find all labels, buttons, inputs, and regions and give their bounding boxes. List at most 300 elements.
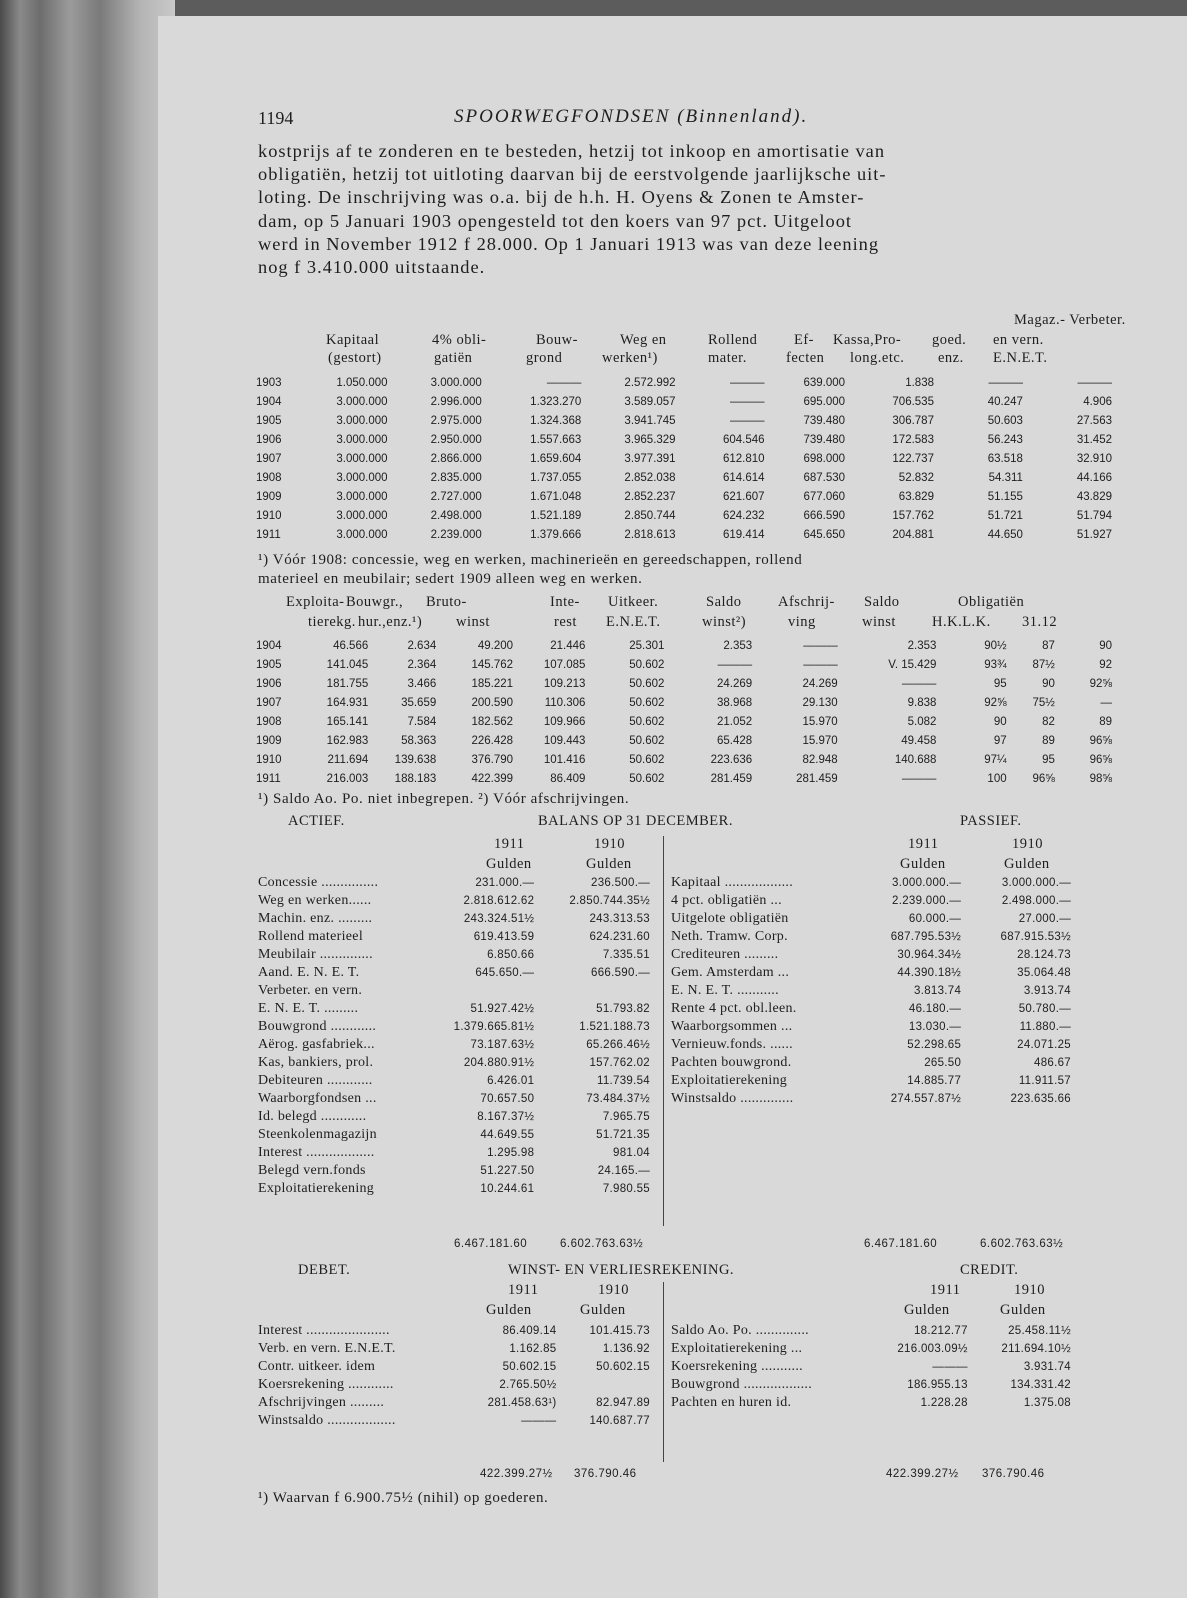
liabilities-total: 6.467.181.60 [864,1238,938,1250]
value-cell: 63.518 [987,452,1023,465]
ledger-amount: 645.650.— [475,967,535,979]
ledger-row [671,1054,1071,1072]
ledger-label: E. N. E. T. ......... [258,1001,359,1016]
value-cell: 687.530 [803,471,846,484]
value-cell: 110.306 [544,696,586,709]
table-row [254,525,1114,544]
value-cell: 1.050.000 [336,376,388,389]
year-label: 1911 [908,836,939,852]
value-cell: ——— [730,376,765,389]
column-header: winst [862,614,896,630]
value-cell: 95 [1042,753,1055,766]
assets-table [258,874,650,1198]
page-number: 1194 [258,108,294,128]
ledger-amount: 486.67 [1034,1057,1071,1069]
table-row [254,693,1114,712]
year-cell: 1909 [256,490,282,503]
debit-total: 376.790.46 [574,1468,637,1480]
balance-title: BALANS OP 31 DECEMBER. [538,813,733,829]
value-cell: 65.428 [716,734,753,747]
table-row [254,487,1114,506]
value-cell: 2.818.613 [624,528,676,541]
ledger-amount: 7.980.55 [602,1183,650,1195]
ledger-label: 4 pct. obligatiën ... [671,893,782,908]
capital-table [254,373,1114,544]
ledger-label: Pachten en huren id. [671,1395,792,1410]
ledger-label: Exploitatierekening ... [671,1341,803,1356]
value-cell: 50.602 [629,677,665,690]
value-cell: 2.634 [407,639,437,652]
year-label: 1911 [930,1282,961,1298]
ledger-row [258,1358,650,1376]
table-row [254,411,1114,430]
column-header: 4% obli- [432,332,487,348]
ledger-row [258,982,650,1000]
table-row [254,750,1114,769]
ledger-amount: 51.927.42½ [470,1003,535,1015]
column-header: hur.,enz.¹) [358,614,423,630]
value-cell: 58.363 [401,734,437,747]
value-cell: 1.324.368 [530,414,582,427]
ledger-amount [534,982,650,1000]
ledger-amount: 52.298.65 [907,1039,962,1051]
paragraph-line: nog f 3.410.000 uitstaande. [258,257,486,278]
value-cell: 107.085 [543,658,586,671]
table-row [254,430,1114,449]
value-cell: 2.850.744 [624,509,676,522]
year-cell: 1909 [256,734,282,747]
ledger-row [258,1162,650,1180]
value-cell: 31.452 [1076,433,1112,446]
unit-label: Gulden [580,1302,626,1318]
column-header: Bruto- [426,594,467,610]
column-header: Kassa,Pro- [833,332,902,348]
assets-total: 6.602.763.63½ [560,1238,644,1250]
value-cell: 15.970 [802,715,838,728]
ledger-amount: 7.965.75 [602,1111,650,1123]
value-cell: 1.671.048 [530,490,582,503]
value-cell: 3.000.000 [430,376,482,389]
value-cell: 92⅝ [984,696,1007,709]
ledger-amount: 11.880.— [1019,1021,1071,1033]
ledger-row [258,1108,650,1126]
value-cell: 90 [1042,677,1055,690]
ledger-amount: 231.000.— [475,877,535,889]
column-header: fecten [786,350,825,366]
value-cell: 56.243 [987,433,1023,446]
column-header: Exploita- [286,594,345,610]
value-cell: 51.794 [1076,509,1112,522]
ledger-label: Aand. E. N. E. T. [258,965,360,980]
ledger-row [258,964,650,982]
column-header: werken¹) [602,350,658,366]
column-header: gatiën [434,350,473,366]
exploitation-table [254,636,1114,788]
value-cell: 3.000.000 [336,509,388,522]
value-cell: 90½ [984,639,1007,652]
value-cell: 54.311 [988,471,1023,484]
ledger-amount: ——— [932,1361,968,1373]
ledger-amount: 140.687.77 [589,1415,650,1427]
ledger-amount: 274.557.87½ [890,1093,962,1105]
value-cell: 51.927 [1076,528,1112,541]
value-cell: 3.000.000 [336,414,388,427]
column-header: Kapitaal [326,332,380,348]
table-row [254,392,1114,411]
ledger-row [258,1322,650,1340]
ledger-row [258,1090,650,1108]
ledger-amount: 60.000.— [908,913,962,925]
value-cell: 645.650 [803,528,846,541]
ledger-label: Machin. enz. ......... [258,911,373,926]
value-cell: 2.239.000 [430,528,482,541]
ledger-amount: 8.167.37½ [477,1111,535,1123]
ledger-row [671,946,1071,964]
value-cell: 2.727.000 [430,490,482,503]
column-header: Bouw- [536,332,578,348]
value-cell: 87 [1042,639,1055,652]
value-cell: 32.910 [1076,452,1112,465]
paragraph-line: dam, op 5 Januari 1903 opengesteld tot den koers van 97 pct. Uitgeloot [258,210,853,231]
ledger-amount: 25.458.11½ [1008,1325,1071,1337]
year-label: 1910 [1012,836,1043,852]
value-cell: 181.755 [326,677,369,690]
value-cell: 2.852.038 [624,471,676,484]
value-cell: 162.983 [326,734,369,747]
ledger-label: Kapitaal .................. [671,875,794,890]
ledger-amount: 101.415.73 [589,1325,650,1337]
ledger-amount: 35.064.48 [1017,967,1071,979]
value-cell: 40.247 [987,395,1023,408]
ledger-label: Afschrijvingen ......... [258,1395,385,1410]
ledger-amount: 6.426.01 [487,1075,535,1087]
ledger-amount: 204.880.91½ [463,1057,535,1069]
value-cell: 3.589.057 [624,395,676,408]
ledger-row [671,964,1071,982]
ledger-amount: 216.003.09½ [897,1343,968,1355]
value-cell: ——— [901,677,937,690]
ledger-label: Interest ...................... [258,1323,390,1338]
unit-label: Gulden [486,856,532,872]
book-page [158,16,1187,1598]
year-cell: 1908 [256,715,282,728]
ledger-label: Bouwgrond .................. [671,1377,813,1392]
value-cell: 1.737.055 [530,471,582,484]
year-cell: 1908 [256,471,282,484]
value-cell: 204.881 [892,528,934,541]
value-cell: 50.602 [629,658,665,671]
unit-label: Gulden [1000,1302,1046,1318]
value-cell: 50.602 [629,772,665,785]
value-cell: 122.737 [892,452,934,465]
value-cell: 29.130 [802,696,838,709]
paragraph-line: kostprijs af te zonderen en te besteden, hetzij tot inkoop en amortisatie van [258,141,886,161]
ledger-amount: 2.239.000.— [892,895,962,907]
ledger-amount: 981.04 [613,1147,650,1159]
value-cell: 216.003 [326,772,369,785]
year-cell: 1907 [256,696,282,709]
ledger-amount: 11.739.54 [596,1075,650,1087]
ledger-amount: 157.762.02 [589,1057,650,1069]
ledger-amount: 51.793.82 [596,1003,650,1015]
table-row [254,712,1114,731]
value-cell: 95 [993,677,1007,690]
ledger-amount: 51.227.50 [480,1165,535,1177]
ledger-amount: 243.313.53 [589,913,650,925]
ledger-label: Id. belegd ............ [258,1109,367,1124]
column-header: Obligatiën [958,594,1025,610]
value-cell: ——— [730,414,765,427]
ledger-row [671,874,1071,892]
ledger-amount: 65.266.46½ [586,1039,650,1051]
ledger-row [258,892,650,910]
ledger-label: Waarborgfondsen ... [258,1091,377,1106]
value-cell: 1.659.604 [530,452,582,465]
value-cell: 706.535 [892,395,934,408]
value-cell: 2.950.000 [430,433,482,446]
value-cell: 50.602 [629,734,665,747]
value-cell: 639.000 [803,376,846,389]
ledger-amount: 24.165.— [597,1165,650,1177]
ledger-label: Rente 4 pct. obl.leen. [671,1001,797,1016]
ledger-amount: 1.228.28 [920,1397,968,1409]
value-cell: 223.636 [710,753,753,766]
year-cell: 1911 [256,772,281,785]
ledger-label: Meubilair .............. [258,947,373,962]
column-header: winst²) [702,614,747,630]
value-cell: 2.866.000 [430,452,482,465]
value-cell: 3.000.000 [336,395,388,408]
value-cell: 4.906 [1083,395,1112,408]
ledger-row [258,1376,650,1394]
ledger-label: Debiteuren ............ [258,1073,373,1088]
column-header: en vern. [993,332,1044,348]
ledger-amount: 3.813.74 [914,985,962,997]
ledger-row [671,910,1071,928]
ledger-amount: 50.602.15 [596,1361,650,1373]
value-cell: 3.965.329 [624,433,676,446]
debit-total: 422.399.27½ [480,1468,553,1480]
credit-total: 422.399.27½ [886,1468,959,1480]
ledger-label: Vernieuw.fonds. ...... [671,1037,793,1052]
value-cell: 281.459 [710,772,753,785]
column-header: Ef- [794,332,815,348]
value-cell: 87½ [1032,658,1055,671]
ledger-label: Aërog. gasfabriek... [258,1037,375,1052]
ledger-row [671,1340,1071,1358]
value-cell: 619.414 [722,528,765,541]
column-header: tierekg. [308,614,356,630]
ledger-amount: 2.498.000.— [1001,895,1071,907]
value-cell: 51.721 [987,509,1023,522]
value-cell: 50.602 [629,715,665,728]
ledger-label: Winstsaldo .............. [671,1091,794,1106]
value-cell: 621.607 [722,490,765,503]
ledger-amount: 2.850.744.35½ [569,895,650,907]
column-divider [663,1282,664,1462]
ledger-label: Verbeter. en vern. [258,983,363,998]
value-cell: 1.838 [905,376,934,389]
unit-label: Gulden [586,856,632,872]
value-cell: 188.183 [394,772,437,785]
ledger-label: Concessie ............... [258,875,379,890]
ledger-row [258,1054,650,1072]
value-cell: 2.572.992 [624,376,676,389]
ledger-row [258,1126,650,1144]
column-header: E.N.E.T. [993,350,1048,366]
value-cell: 604.546 [722,433,765,446]
ledger-row [671,892,1071,910]
value-cell: 24.269 [716,677,753,690]
value-cell: 376.790 [471,753,514,766]
value-cell: 96⅝ [1032,772,1055,785]
column-header: Afschrij- [778,594,835,610]
ledger-amount: 687.915.53½ [1000,931,1071,943]
value-cell: 3.000.000 [336,490,388,503]
value-cell: 93¾ [984,658,1007,671]
value-cell: 739.480 [803,433,846,446]
unit-label: Gulden [486,1302,532,1318]
value-cell: 677.060 [803,490,846,503]
ledger-row [671,982,1071,1000]
ledger-label: Uitgelote obligatiën [671,911,789,926]
year-label: 1910 [598,1282,629,1298]
column-header: winst [456,614,490,630]
ledger-label: Saldo Ao. Po. .............. [671,1323,809,1338]
ledger-amount: 7.335.51 [602,949,650,961]
value-cell: 2.996.000 [430,395,482,408]
ledger-label: Rollend materieel [258,929,364,944]
ledger-amount: 211.694.10½ [1001,1343,1071,1355]
ledger-row [258,928,650,946]
table1-footnote: materieel en meubilair; sedert 1909 alleen weg en werken. [258,571,643,587]
table-row [254,468,1114,487]
value-cell: 739.480 [803,414,846,427]
ledger-amount: ——— [521,1415,557,1427]
column-header: long.etc. [850,350,905,366]
ledger-amount: 73.484.37½ [586,1093,650,1105]
column-header: Uitkeer. [608,594,659,610]
ledger-amount: 46.180.— [908,1003,962,1015]
ledger-amount: 281.458.63¹) [487,1397,557,1409]
value-cell: 51.155 [987,490,1023,503]
debit-table [258,1322,650,1430]
ledger-row [258,910,650,928]
balance-right-head: PASSIEF. [960,813,1022,829]
column-header: mater. [708,350,747,366]
ledger-row [258,1018,650,1036]
value-cell: 90 [993,715,1007,728]
value-cell: 97 [993,734,1007,747]
column-divider [663,836,664,1226]
year-label: 1910 [594,836,625,852]
value-cell: 1.521.189 [530,509,582,522]
value-cell: 96⅝ [1089,753,1112,766]
value-cell: 1.323.270 [530,395,582,408]
year-cell: 1907 [256,452,282,465]
ledger-amount: 50.602.15 [502,1361,557,1373]
ledger-amount: 624.231.60 [589,931,650,943]
column-header: rest [554,614,577,630]
value-cell: — [1100,696,1112,709]
value-cell: 5.082 [907,715,937,728]
ledger-amount: 50.780.— [1018,1003,1071,1015]
table1-footnote: ¹) Vóór 1908: concessie, weg en werken, machinerieën en gereedschappen, rollend [258,552,803,568]
pl-title: WINST- EN VERLIESREKENING. [508,1262,735,1278]
value-cell: 422.399 [471,772,514,785]
ledger-amount: 2.765.50½ [499,1379,557,1391]
value-cell: 145.762 [471,658,514,671]
ledger-label: Exploitatierekening [671,1073,788,1088]
value-cell: 1.557.663 [530,433,582,446]
table-row [254,373,1114,392]
ledger-label: Belegd vern.fonds [258,1163,366,1178]
ledger-amount: 11.911.57 [1018,1075,1071,1087]
value-cell: 75½ [1032,696,1055,709]
book-page-edges [0,0,175,1598]
table-row [254,674,1114,693]
ledger-label: Kas, bankiers, prol. [258,1055,374,1070]
year-label: 1910 [1014,1282,1045,1298]
ledger-amount: 1.295.98 [487,1147,535,1159]
value-cell: ——— [803,639,838,652]
value-cell: 27.563 [1076,414,1112,427]
table1-header-top: Magaz.- Verbeter. [1014,312,1126,328]
year-cell: 1910 [256,753,282,766]
unit-label: Gulden [900,856,946,872]
value-cell: 3.000.000 [336,528,388,541]
value-cell: 50.602 [629,753,665,766]
ledger-amount: 44.649.55 [480,1129,535,1141]
ledger-amount: 619.413.59 [473,931,535,943]
ledger-label: Koersrekening ............ [258,1377,394,1392]
ledger-amount: 73.187.63½ [470,1039,535,1051]
column-header: Saldo [706,594,742,610]
value-cell: 2.353 [723,639,753,652]
value-cell: 165.141 [326,715,369,728]
value-cell: 109.966 [543,715,586,728]
year-label: 1911 [508,1282,539,1298]
value-cell: 3.000.000 [336,433,388,446]
value-cell: 109.213 [543,677,586,690]
value-cell: 98⅝ [1089,772,1112,785]
unit-label: Gulden [904,1302,950,1318]
value-cell: 2.835.000 [430,471,482,484]
value-cell: 612.810 [722,452,765,465]
value-cell: 2.498.000 [430,509,482,522]
value-cell: 50.603 [987,414,1023,427]
ledger-label: Crediteuren ......... [671,947,779,962]
ledger-amount: 2.818.612.62 [463,895,535,907]
value-cell: ——— [730,395,765,408]
running-title: SPOORWEGFONDSEN (Binnenland). [454,106,809,127]
ledger-amount: 10.244.61 [480,1183,535,1195]
column-header: 31.12 [1022,614,1058,630]
value-cell: 90 [1099,639,1112,652]
value-cell: 92⅝ [1089,677,1112,690]
value-cell: 200.590 [471,696,514,709]
value-cell: 3.466 [407,677,437,690]
column-header: Inte- [550,594,580,610]
ledger-row [671,1394,1071,1412]
value-cell: 101.416 [543,753,586,766]
value-cell: 109.443 [543,734,586,747]
value-cell: V. 15.429 [888,658,937,671]
year-cell: 1906 [256,433,282,446]
ledger-amount: 236.500.— [591,877,650,889]
ledger-row [671,1018,1071,1036]
value-cell: 172.583 [892,433,934,446]
